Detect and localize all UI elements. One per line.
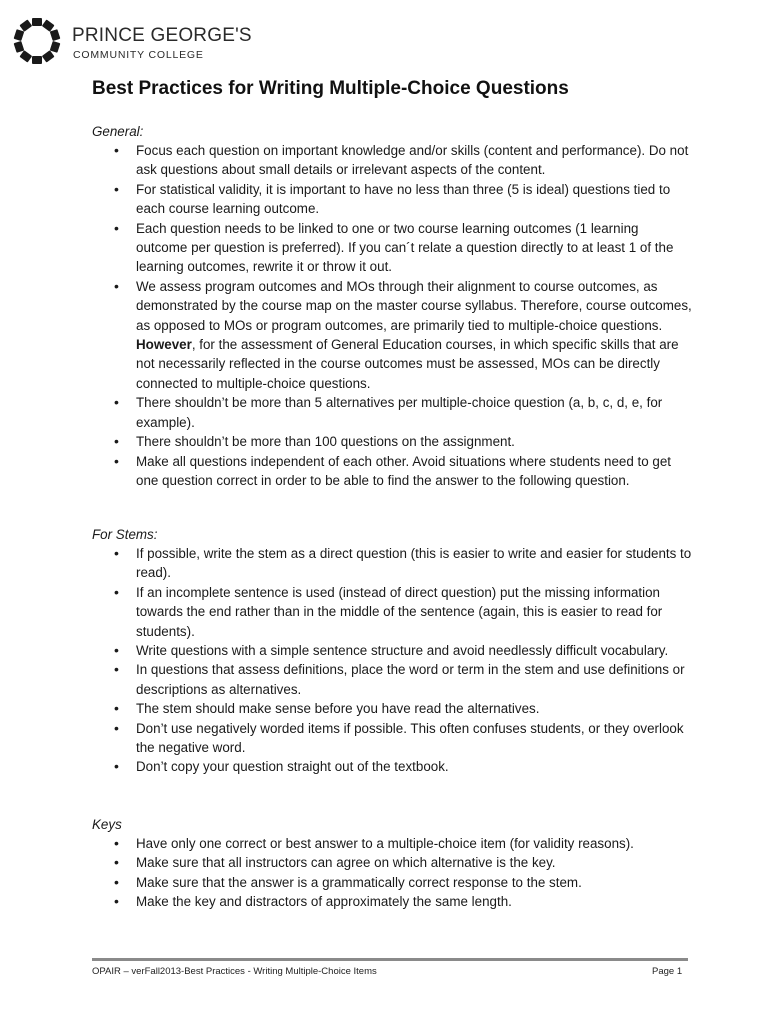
stems-heading: For Stems: [92,527,158,542]
logo-book-shape [14,41,25,53]
general-list [92,141,692,490]
list-item: • If an incomplete sentence is used (instead of direct question) put the missing information towards the end rather than in the middle of the sentence (again, this is easier to read for students). [92,583,692,641]
logo-book-shape [32,18,42,26]
org-subname: COMMUNITY COLLEGE [73,49,204,61]
item-text: , for the assessment of General Education courses, in which specific skills that are not necessarily reflected in the course outcomes must be assessed, MOs can be directly connected to multiple-choice questions. [136,337,679,391]
general-heading: General: [92,124,144,139]
list-item: • Make all questions independent of each other. Avoid situations where students need to get one question correct in order to be able to find the answer to the following question. [92,452,692,491]
book-ring-logo-icon [10,14,64,68]
list-item: • Don’t use negatively worded items if possible. This often confuses students, or they overlook the negative word. [92,719,692,758]
item-bold-text: However [136,337,192,353]
stems-list [92,544,692,777]
list-item: • Make the key and distractors of approximately the same length. [92,892,692,911]
logo-book-shape [19,19,32,31]
keys-list [92,834,692,912]
logo-book-shape [14,29,25,41]
list-item: • Write questions with a simple sentence structure and avoid needlessly difficult vocabulary. [92,641,692,660]
list-item: • Don’t copy your question straight out of the textbook. [92,757,692,776]
logo-book-shape [42,50,55,62]
list-item [92,277,692,393]
list-item: • Focus each question on important knowledge and/or skills (content and performance). Do not ask questions about small details or irrelevant aspects of the content. [92,141,692,180]
footer-document-label: OPAIR – verFall2013-Best Practices - Writing Multiple-Choice Items [92,966,377,977]
list-item: • If possible, write the stem as a direct question (this is easier to write and easier for students to read). [92,544,692,583]
list-item: • Make sure that all instructors can agree on which alternative is the key. [92,853,692,872]
list-item: • There shouldn’t be more than 100 questions on the assignment. [92,432,692,451]
list-item: • In questions that assess definitions, place the word or term in the stem and use definitions or descriptions as alternatives. [92,660,692,699]
page-title: Best Practices for Writing Multiple-Choice Questions [92,78,569,99]
logo-book-shape [32,56,42,64]
org-name: PRINCE GEORGE'S [72,25,252,46]
item-text: We assess program outcomes and MOs through their alignment to course outcomes, as demonstrated by the course map on the master course syllabus. Therefore, course outcomes, as opposed to MOs or program outcomes, are primarily tied to multiple-choice questions. [136,278,692,333]
logo-book-shape [50,29,61,41]
list-item: • The stem should make sense before you have read the alternatives. [92,699,692,718]
list-item: • Make sure that the answer is a grammatically correct response to the stem. [92,873,692,892]
list-item: • Have only one correct or best answer to a multiple-choice item (for validity reasons). [92,834,692,853]
keys-heading: Keys [92,817,122,832]
logo-book-shape [19,50,32,62]
list-item: • Each question needs to be linked to one or two course learning outcomes (1 learning outcome per question is preferred). If you can´t relate a question directly to at least 1 of the learning outcomes, rewrite it or throw it out. [92,219,692,277]
logo-book-shape [50,41,61,53]
list-item: • There shouldn’t be more than 5 alternatives per multiple-choice question (a, b, c, d, e, for example). [92,393,692,432]
list-item: • For statistical validity, it is important to have no less than three (5 is ideal) questions tied to each course learning outcome. [92,180,692,219]
footer-divider [92,958,688,961]
logo-book-shape [42,19,55,31]
footer-page-number: Page 1 [652,966,683,977]
